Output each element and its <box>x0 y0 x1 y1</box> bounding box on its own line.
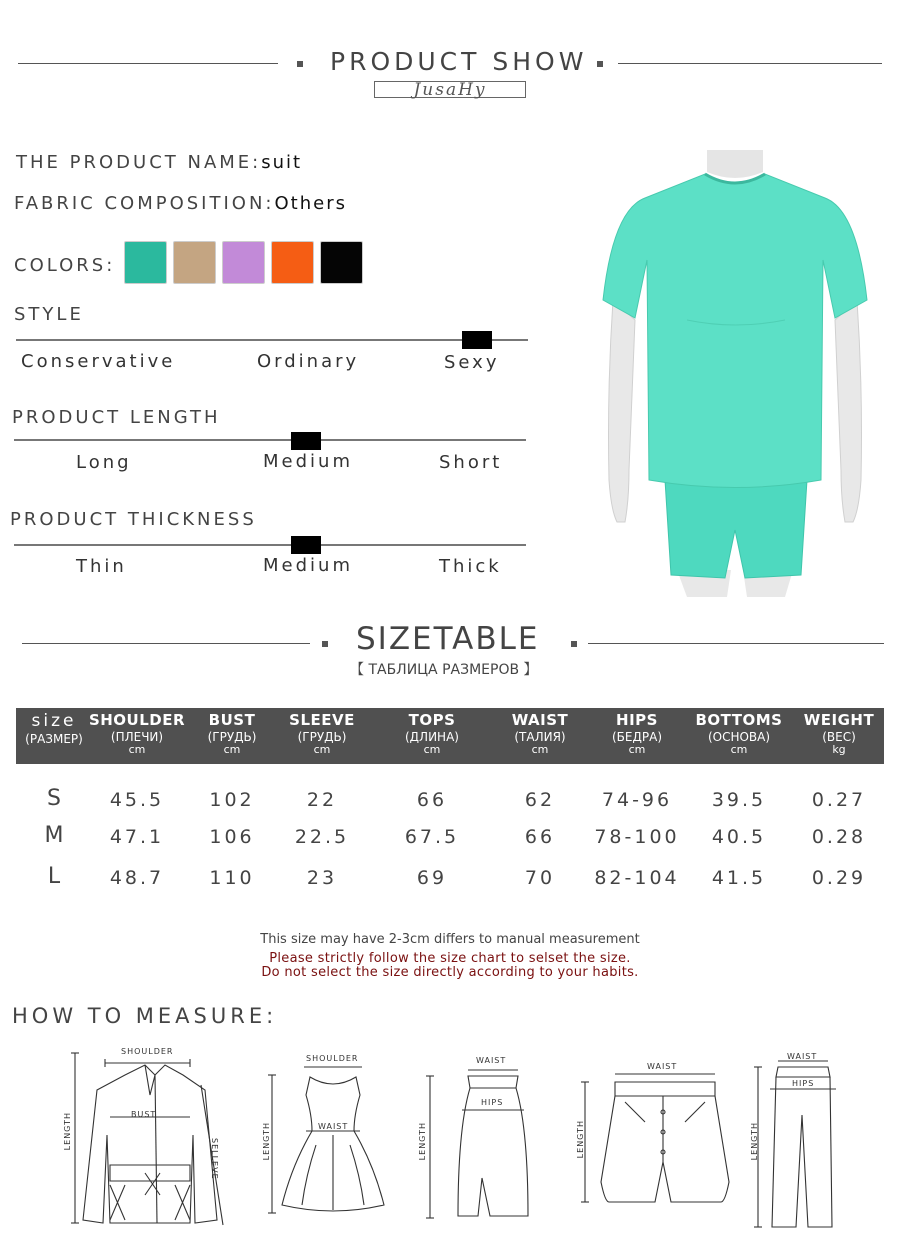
shorts-diagram <box>575 1062 755 1212</box>
color-swatch[interactable] <box>222 241 265 284</box>
sizetable-title: SIZETABLE <box>356 621 540 657</box>
size-table-header-cell <box>197 708 267 764</box>
size-table-cell: 74-96 <box>601 789 673 811</box>
note-follow-chart: Please strictly follow the size chart to selset the size. <box>269 951 631 966</box>
thickness-label-medium: Medium <box>263 555 353 576</box>
pants-hips-label: HIPS <box>792 1079 815 1088</box>
size-table-cell: 22 <box>306 789 338 811</box>
pants-length-label: LENGTH <box>750 1122 759 1161</box>
sizetable-subtitle: 【 ТАБЛИЦА РАЗМЕРОВ 】 <box>350 662 538 678</box>
size-table-cell: 69 <box>416 867 448 889</box>
size-label: S <box>47 786 61 811</box>
size-table-cell: 70 <box>524 867 556 889</box>
header-text: cm <box>628 743 646 756</box>
product-name-label: THE PRODUCT NAME: <box>16 152 262 173</box>
size-table-cell: 110 <box>209 867 255 889</box>
size-table-cell: 0.29 <box>811 867 867 889</box>
size-table-header-cell <box>387 708 477 764</box>
divider-right <box>618 63 882 64</box>
product-photo <box>595 150 875 597</box>
style-label-conservative: Conservative <box>21 351 176 372</box>
dress-length-label: LENGTH <box>262 1122 271 1161</box>
size-table-header <box>16 708 884 764</box>
note-measurement: This size may have 2-3cm differs to manual measurement <box>260 932 640 947</box>
jacket-length-label: LENGTH <box>63 1112 72 1151</box>
header-text: WAIST <box>511 711 569 729</box>
jacket-sleeve-label: SELLEVE <box>210 1138 219 1180</box>
product-show-title: PRODUCT SHOW <box>330 47 588 76</box>
size-label: M <box>44 823 64 848</box>
header-text: SLEEVE <box>289 711 355 729</box>
header-text: cm <box>730 743 748 756</box>
length-marker <box>291 432 321 450</box>
size-table-cell: 22.5 <box>294 826 350 848</box>
divider-dot <box>597 61 603 67</box>
fabric-value: Others <box>274 193 347 214</box>
dress-waist-label: WAIST <box>318 1122 349 1131</box>
shorts-waist-label: WAIST <box>647 1062 678 1071</box>
style-scale-line <box>16 339 528 341</box>
header-text: cm <box>423 743 441 756</box>
style-label-ordinary: Ordinary <box>257 351 360 372</box>
size-table-cell: 78-100 <box>594 826 680 848</box>
header-text: kg <box>832 743 846 756</box>
header-text: (ПЛЕЧИ) <box>110 730 164 744</box>
size-table-cell: 39.5 <box>711 789 767 811</box>
header-text: (БЕДРА) <box>612 730 662 744</box>
header-text: cm <box>313 743 331 756</box>
divider-left <box>22 643 310 644</box>
size-table-cell: 48.7 <box>109 867 165 889</box>
header-text: size <box>31 711 77 731</box>
header-text: HIPS <box>616 711 658 729</box>
thickness-marker <box>291 536 321 554</box>
divider-dot <box>297 61 303 67</box>
shorts-length-label: LENGTH <box>576 1120 585 1159</box>
skirt-hips-label: HIPS <box>481 1098 504 1107</box>
product-name <box>16 152 302 173</box>
size-table-cell: 66 <box>524 826 556 848</box>
style-title: STYLE <box>14 304 84 325</box>
size-table-header-cell <box>19 708 89 764</box>
size-table-cell: 0.27 <box>811 789 867 811</box>
style-marker <box>462 331 492 349</box>
length-scale-line <box>14 439 526 441</box>
color-swatch[interactable] <box>124 241 167 284</box>
size-table-header-cell <box>277 708 367 764</box>
thickness-title: PRODUCT THICKNESS <box>10 509 257 530</box>
size-label: L <box>47 864 61 889</box>
header-text: (РАЗМЕР) <box>25 732 83 746</box>
header-text: cm <box>128 743 146 756</box>
how-to-measure-title: HOW TO MEASURE: <box>12 1004 278 1028</box>
header-text: TOPS <box>408 711 456 729</box>
size-table-cell: 0.28 <box>811 826 867 848</box>
color-swatch[interactable] <box>173 241 216 284</box>
length-label-short: Short <box>439 452 503 473</box>
header-text: (ГРУДЬ) <box>297 730 347 744</box>
header-text: (ДЛИНА) <box>405 730 459 744</box>
note-habits: Do not select the size directly according to your habits. <box>261 965 639 980</box>
thickness-label-thick: Thick <box>439 556 502 577</box>
header-text: BUST <box>208 711 256 729</box>
brand-label: JusaHy <box>374 81 526 98</box>
product-name-value: suit <box>261 152 303 173</box>
header-text: cm <box>223 743 241 756</box>
header-text: (ГРУДЬ) <box>207 730 257 744</box>
size-table-cell: 62 <box>524 789 556 811</box>
colors-label: COLORS: <box>14 255 116 276</box>
dress-shoulder-label: SHOULDER <box>306 1054 359 1063</box>
pants-waist-label: WAIST <box>787 1052 818 1061</box>
length-label-long: Long <box>76 452 132 473</box>
fabric-composition <box>14 193 347 214</box>
size-table-header-cell <box>500 708 580 764</box>
color-swatch[interactable] <box>271 241 314 284</box>
length-title: PRODUCT LENGTH <box>12 407 221 428</box>
size-table-cell: 102 <box>209 789 255 811</box>
size-table-cell: 67.5 <box>404 826 460 848</box>
divider-left <box>18 63 278 64</box>
header-text: SHOULDER <box>88 711 186 729</box>
size-table-cell: 47.1 <box>109 826 165 848</box>
size-table-cell: 45.5 <box>109 789 165 811</box>
size-table-cell: 82-104 <box>594 867 680 889</box>
header-text: (ВЕС) <box>822 730 856 744</box>
size-table-cell: 66 <box>416 789 448 811</box>
jacket-bust-label: BUST <box>131 1110 157 1119</box>
fabric-label: FABRIC COMPOSITION: <box>14 193 275 214</box>
divider-dot <box>571 641 577 647</box>
header-text: (ТАЛИЯ) <box>514 730 566 744</box>
style-label-sexy: Sexy <box>444 352 500 373</box>
size-table-cell: 41.5 <box>711 867 767 889</box>
skirt-length-label: LENGTH <box>418 1122 427 1161</box>
skirt-diagram <box>418 1058 548 1223</box>
dress-diagram <box>262 1055 392 1220</box>
header-text: WEIGHT <box>803 711 875 729</box>
size-table-header-cell <box>597 708 677 764</box>
size-table-cell: 40.5 <box>711 826 767 848</box>
color-swatch[interactable] <box>320 241 363 284</box>
size-table-header-cell <box>799 708 879 764</box>
jacket-shoulder-label: SHOULDER <box>121 1047 174 1056</box>
skirt-waist-label: WAIST <box>476 1056 507 1065</box>
length-label-medium: Medium <box>263 451 353 472</box>
size-table-header-cell <box>87 708 187 764</box>
header-text: BOTTOMS <box>695 711 783 729</box>
header-text: cm <box>531 743 549 756</box>
divider-right <box>588 643 884 644</box>
thickness-label-thin: Thin <box>76 556 127 577</box>
header-text: (ОСНОВА) <box>707 730 771 744</box>
size-table-cell: 106 <box>209 826 255 848</box>
size-table-cell: 23 <box>306 867 338 889</box>
size-table-header-cell <box>689 708 789 764</box>
divider-dot <box>322 641 328 647</box>
thickness-scale-line <box>14 544 526 546</box>
